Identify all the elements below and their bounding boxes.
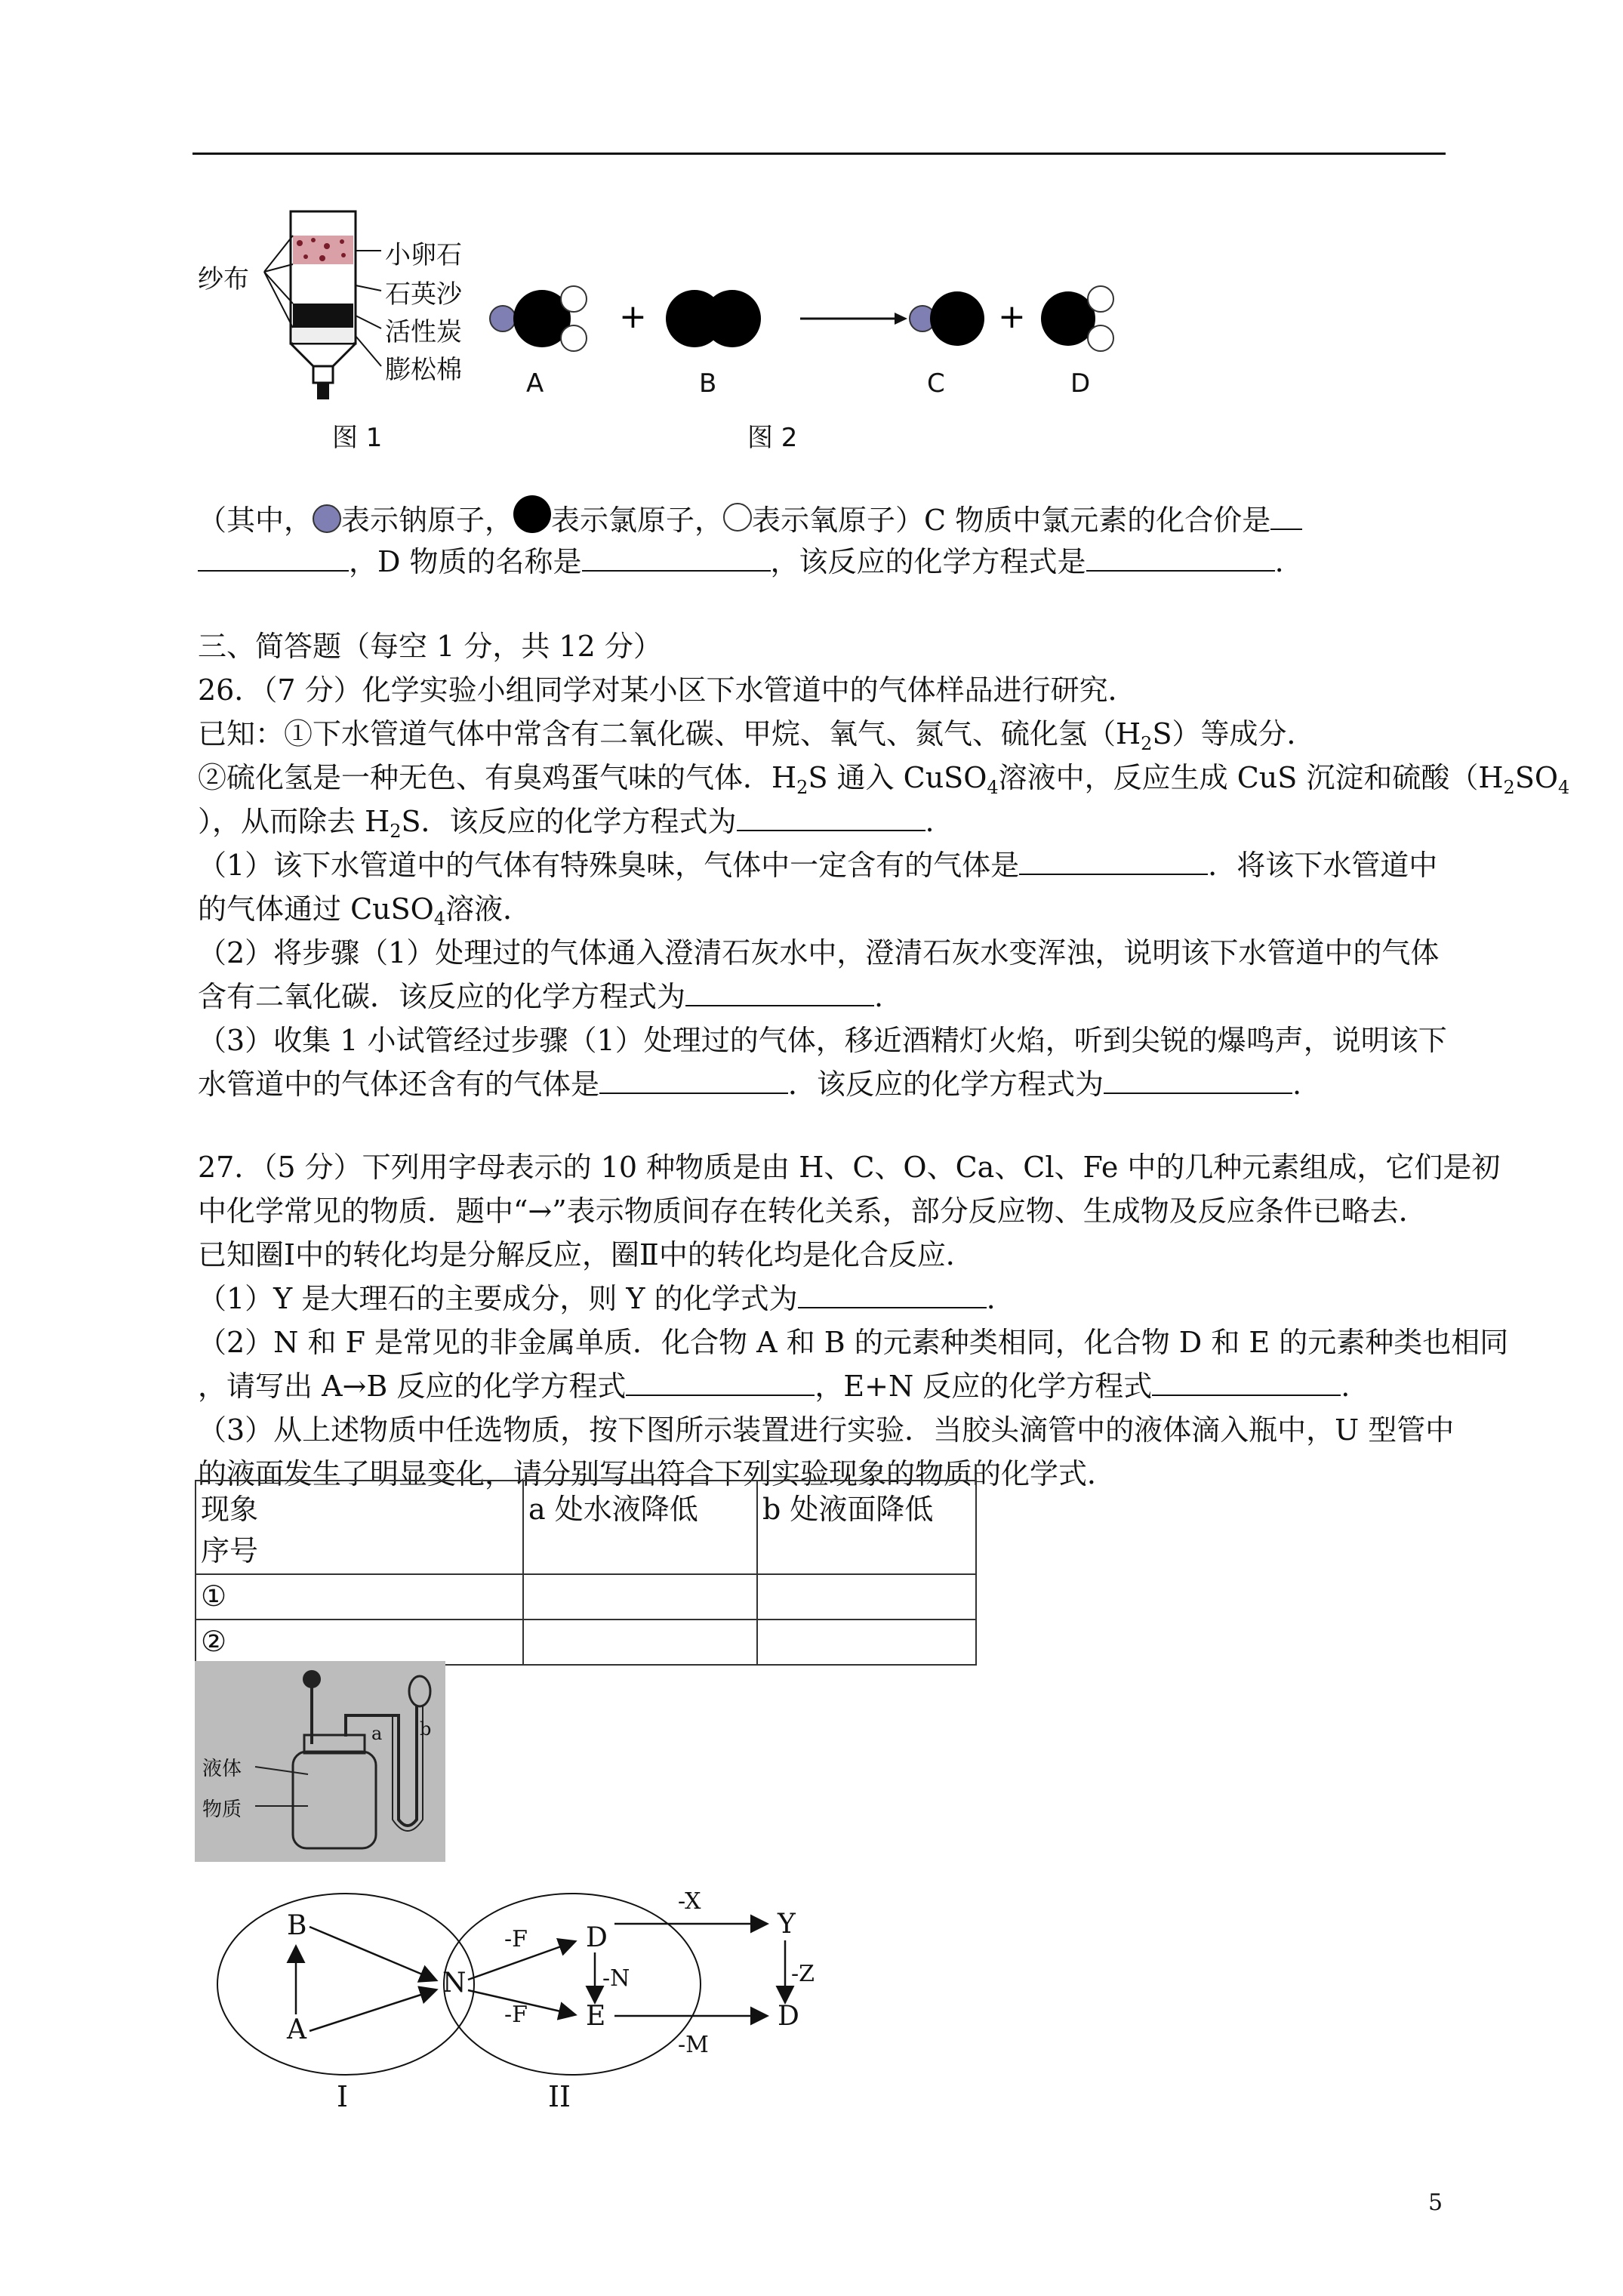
q27-text: .: [986, 1282, 996, 1315]
answer-blank[interactable]: [1104, 1067, 1292, 1094]
subscript: 4: [987, 777, 999, 798]
filter-layer-2: 石英沙: [385, 279, 462, 310]
molecule-label-d: D: [1070, 368, 1091, 399]
legend-line-1: [198, 495, 1302, 540]
table-header-cell: [196, 1481, 523, 1574]
apparatus-label-substance: 物质: [202, 1798, 242, 1821]
edge-label-f2: -F: [504, 2002, 528, 2028]
edge-label-f1: -F: [504, 1926, 528, 1952]
node-n: N: [442, 1968, 467, 1999]
conversion-diagram: [195, 1888, 874, 2114]
legend-text: ，D 物质的名称是: [349, 545, 582, 578]
q26-text: 已知：①下水管道气体中常含有二氧化碳、甲烷、氧气、氮气、硫化氢（H: [198, 717, 1141, 750]
q26-text: .: [925, 805, 935, 838]
subscript: 2: [796, 777, 808, 798]
filter-layer-4: 膨松棉: [385, 355, 462, 385]
molecule-a: [490, 286, 587, 351]
legend-text: .: [1274, 545, 1284, 578]
q26-text: 的气体通过 CuSO: [198, 892, 434, 926]
circle-ii: [444, 1894, 701, 2075]
table-header-cell: b 处液面降低: [757, 1481, 976, 1574]
q27-text: ，E+N 反应的化学方程式: [815, 1370, 1153, 1403]
answer-blank[interactable]: [198, 544, 349, 572]
molecule-d: [1041, 286, 1113, 351]
answer-blank[interactable]: [599, 1067, 788, 1094]
subscript: 2: [1503, 777, 1515, 798]
q26-text: 水管道中的气体还含有的气体是: [198, 1068, 600, 1101]
node-b: B: [287, 1910, 307, 1941]
header-text: 现象: [201, 1493, 259, 1526]
apparatus-label-a: a: [371, 1723, 383, 1744]
q27-text: （1）Y 是大理石的主要成分，则 Y 的化学式为: [198, 1282, 798, 1315]
answer-table: [195, 1480, 977, 1666]
molecule-label-b: B: [699, 368, 717, 399]
node-y: Y: [778, 1909, 796, 1940]
q26-line: （2）将步骤（1）处理过的气体通入澄清石灰水中，澄清石灰水变浑浊，说明该下水管道中的气体: [198, 936, 1440, 969]
q26-text: ．将该下水管道中: [1208, 849, 1438, 882]
edge-label-x: -X: [678, 1888, 701, 1915]
q26-line: [198, 758, 1569, 807]
edge-label-z: -Z: [791, 1961, 815, 1987]
q26-line: 26．（7 分）化学实验小组同学对某小区下水管道中的气体样品进行研究．: [198, 673, 1137, 707]
plus-sign: +: [619, 297, 647, 336]
legend-oxygen: 表示氧原子）C 物质中氯元素的化合价是: [752, 504, 1271, 537]
answer-blank[interactable]: [582, 544, 771, 572]
answer-blank[interactable]: [626, 1369, 815, 1396]
q27-line: （2）N 和 F 是常见的非金属单质．化合物 A 和 B 的元素种类相同，化合物 D 和 E 的元素种类也相同: [198, 1326, 1509, 1359]
answer-blank[interactable]: [737, 804, 925, 831]
apparatus-label-b: b: [420, 1718, 432, 1740]
answer-blank[interactable]: [798, 1281, 987, 1308]
circle-label-i: I: [337, 2080, 349, 2113]
table-header-cell: a 处水液降低: [523, 1481, 757, 1574]
q26-text: .: [874, 980, 884, 1013]
table-cell: ①: [196, 1574, 523, 1620]
q27-line: [198, 1367, 1350, 1406]
plus-sign-2: +: [998, 297, 1026, 336]
node-d: D: [586, 1922, 608, 1953]
header-text: 序号: [201, 1534, 259, 1567]
q26-text: S．该反应的化学方程式为: [401, 805, 737, 838]
chlorine-atom-icon: [513, 495, 551, 533]
table-header-row: [196, 1481, 976, 1574]
subscript: 4: [1558, 777, 1570, 798]
arrow-b-n: [310, 1927, 435, 1980]
subscript: 2: [390, 821, 402, 842]
q26-text: SO: [1514, 761, 1559, 794]
q27-text: ，请写出 A→B 反应的化学方程式: [198, 1370, 627, 1403]
node-e: E: [586, 2001, 606, 2032]
subscript: 2: [1141, 733, 1153, 754]
filter-layer-1: 小卵石: [385, 240, 462, 270]
apparatus-label-liquid: 液体: [202, 1758, 242, 1780]
subscript: 4: [433, 908, 446, 929]
answer-blank[interactable]: [1086, 544, 1275, 572]
page-number: 5: [1428, 2190, 1443, 2216]
figure-1-caption: 图 1: [332, 423, 383, 453]
legend-sodium: 表示钠原子，: [341, 504, 514, 537]
answer-blank[interactable]: [685, 979, 874, 1006]
figure-2-caption: 图 2: [747, 423, 798, 453]
q26-text: 含有二氧化碳．该反应的化学方程式为: [198, 980, 686, 1013]
q26-line: [198, 846, 1437, 885]
table-cell-input[interactable]: [523, 1620, 757, 1665]
table-cell-input[interactable]: [757, 1574, 976, 1620]
q26-text: ），从而除去 H: [198, 805, 390, 838]
legend-text: ，该反应的化学方程式是: [770, 545, 1086, 578]
q27-line: 27．（5 分）下列用字母表示的 10 种物质是由 H、C、O、Ca、Cl、Fe 中的几种元素组成，它们是初: [198, 1151, 1501, 1184]
q26-line: [198, 1065, 1301, 1104]
q27-line: 已知圈Ⅰ中的转化均是分解反应，圈Ⅱ中的转化均是化合反应．: [198, 1238, 975, 1271]
sodium-atom-icon: [313, 504, 341, 533]
table-row: [196, 1620, 976, 1665]
molecule-label-a: A: [526, 368, 544, 399]
q26-line: [198, 714, 1315, 763]
answer-blank[interactable]: [1152, 1369, 1341, 1396]
oxygen-atom-icon: [723, 503, 752, 532]
q27-line: [198, 1279, 996, 1318]
legend-prefix: （其中，: [198, 504, 313, 537]
filter-layer-3: 活性炭: [385, 317, 462, 347]
q26-line: [198, 802, 935, 851]
legend-chlorine: 表示氯原子，: [551, 504, 724, 537]
q27-text: .: [1341, 1370, 1350, 1403]
q26-text: S）等成分．: [1152, 717, 1316, 750]
node-d2: D: [778, 2001, 799, 2032]
q26-text: ．该反应的化学方程式为: [788, 1068, 1104, 1101]
molecule-c: [910, 291, 984, 346]
arrow-a-n: [310, 1990, 435, 2031]
circle-i: [217, 1894, 474, 2075]
edge-label-n: -N: [602, 1965, 630, 1992]
section-title: 三、简答题（每空 1 分，共 12 分）: [198, 630, 662, 663]
q26-line: （3）收集 1 小试管经过步骤（1）处理过的气体，移近酒精灯火焰，听到尖锐的爆鸣声，说明该下: [198, 1024, 1447, 1057]
edge-label-m: -M: [678, 2032, 709, 2058]
legend-line-2: [198, 542, 1284, 581]
q26-text: 溶液中，反应生成 CuS 沉淀和硫酸（H: [998, 761, 1504, 794]
q26-text: 溶液．: [445, 892, 532, 926]
molecule-label-c: C: [927, 368, 945, 399]
table-cell: ②: [196, 1620, 523, 1665]
table-cell-input[interactable]: [757, 1620, 976, 1665]
table-row: [196, 1574, 976, 1620]
q26-line: [198, 889, 531, 938]
answer-blank[interactable]: [1019, 848, 1208, 875]
answer-blank[interactable]: [1270, 503, 1302, 530]
q26-text: S 通入 CuSO: [808, 761, 987, 794]
circle-label-ii: II: [548, 2080, 571, 2113]
q26-line: [198, 977, 883, 1016]
q26-text: ②硫化氢是一种无色、有臭鸡蛋气味的气体．H: [198, 761, 797, 794]
q26-text: .: [1292, 1068, 1302, 1101]
q26-text: （1）该下水管道中的气体有特殊臭味，气体中一定含有的气体是: [198, 849, 1020, 882]
q27-line: 中化学常见的物质．题中“→”表示物质间存在转化关系，部分反应物、生成物及反应条件已略去．: [198, 1194, 1427, 1228]
node-a: A: [287, 2014, 306, 2045]
table-cell-input[interactable]: [523, 1574, 757, 1620]
figure-2-reaction: [483, 272, 1132, 362]
filter-side-label: 纱布: [198, 264, 249, 294]
molecule-b: [666, 290, 761, 347]
header-rule: [192, 153, 1446, 155]
q27-line: 的液面发生了明显变化，请分别写出符合下列实验现象的物质的化学式．: [198, 1457, 1116, 1490]
q27-line: （3）从上述物质中任选物质，按下图所示装置进行实验．当胶头滴管中的液体滴入瓶中，U 型管中: [198, 1413, 1455, 1447]
